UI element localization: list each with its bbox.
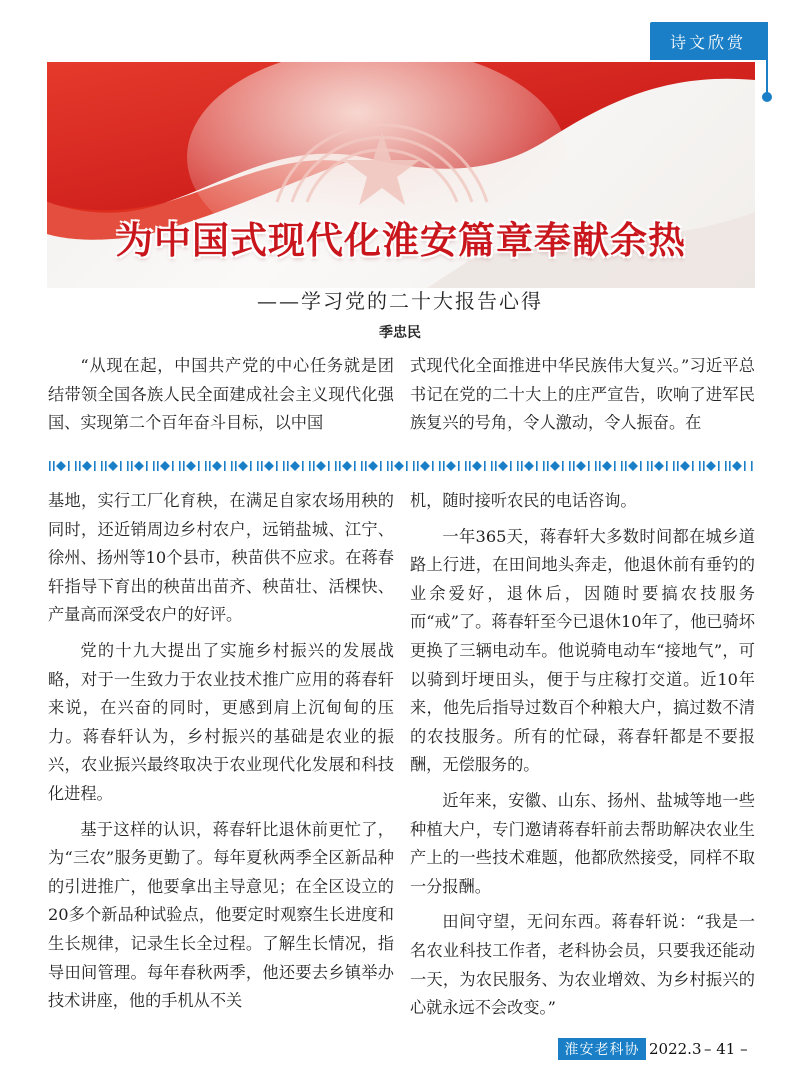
footer-page-number: – 41 – (704, 1040, 748, 1058)
body-paragraph: 近年来，安徽、山东、扬州、盐城等地一些种植大户，专门邀请蒋春轩前去帮助解决农业生产上的一些技术难题，他都欣然接受，同样不取一分报酬。 (410, 790, 755, 896)
intro-left-column (48, 352, 394, 438)
body-right-column (410, 487, 755, 1023)
article-author: 季忠民 (379, 325, 421, 341)
footer-issue: 2022.3 (649, 1040, 702, 1058)
body-paragraph: 党的十九大提出了实施乡村振兴的发展战略，对于一生致力于农业技术推广应用的蒋春轩来说，在兴奋的同时，更感到肩上沉甸甸的压力。蒋春轩认为，乡村振兴的基础是农业的振兴，农业振兴最终取决于农业现代化发展和科技化进程。 (48, 640, 394, 803)
body-paragraph: 田间守望，无问东西。蒋春轩说：“我是一名农业科技工作者，老科协会员，只要我还能动一天，为农民服务、为农业增效、为乡村振兴的心就永远不会改变。” (410, 912, 755, 1018)
divider-pattern (47, 458, 755, 474)
section-tag-dot (762, 92, 772, 102)
footer-magazine-name: 淮安老科协 (558, 1038, 646, 1060)
decorative-divider (47, 458, 755, 474)
body-left-column (48, 487, 394, 1016)
intro-right-column (410, 352, 755, 438)
body-paragraph: 机，随时接听农民的电话咨询。 (410, 491, 637, 510)
section-tag: 诗文欣赏 (650, 22, 766, 60)
title-banner (47, 62, 755, 288)
article-title: 为中国式现代化淮安篇章奉献余热 (116, 219, 686, 262)
intro-paragraph-left: “从现在起，中国共产党的中心任务就是团结带领全国各族人民全面建成社会主义现代化强国、实现第二个百年奋斗目标，以中国 (48, 356, 394, 433)
article-subtitle: ——学习党的二十大报告心得 (257, 289, 543, 313)
section-tag-line (766, 22, 768, 96)
body-paragraph: 基于这样的认识，蒋春轩比退休前更忙了，为“三农”服务更勤了。每年夏秋两季全区新品种的引进推广，他要拿出主导意见；在全区设立的20多个新品种试验点，他要定时观察生长进度和生长规律，记录生长全过程。了解生长情况，指导田间管理。每年春秋两季，他还要去乡镇举办技术讲座，他的手机从不关 (48, 819, 394, 1011)
body-paragraph: 基地，实行工厂化育秧，在满足自家农场用秧的同时，还近销周边乡村农户，远销盐城、江宁、徐州、扬州等10个县市，秧苗供不应求。在蒋春轩指导下育出的秧苗出苗齐、秧苗壮、活棵快、产量高而深受农户的好评。 (48, 491, 394, 625)
body-paragraph: 一年365天，蒋春轩大多数时间都在城乡道路上行进，在田间地头奔走，他退休前有垂钓的业余爱好，退休后，因随时要搞农技服务而“戒”了。蒋春轩至今已退休10年了，他已骑坏更换了三辆电动车。他说骑电动车“接地气”，可以骑到圩埂田头，便于与庄稼打交道。近10年来，他先后指导过数百个种粮大户，搞过数不清的农技服务。所有的忙碌，蒋春轩都是不要报酬，无偿服务的。 (410, 526, 755, 775)
intro-paragraph-right: 式现代化全面推进中华民族伟大复兴。”习近平总书记在党的二十大上的庄严宣告，吹响了进军民族复兴的号角，令人激动，令人振奋。在 (410, 356, 755, 433)
